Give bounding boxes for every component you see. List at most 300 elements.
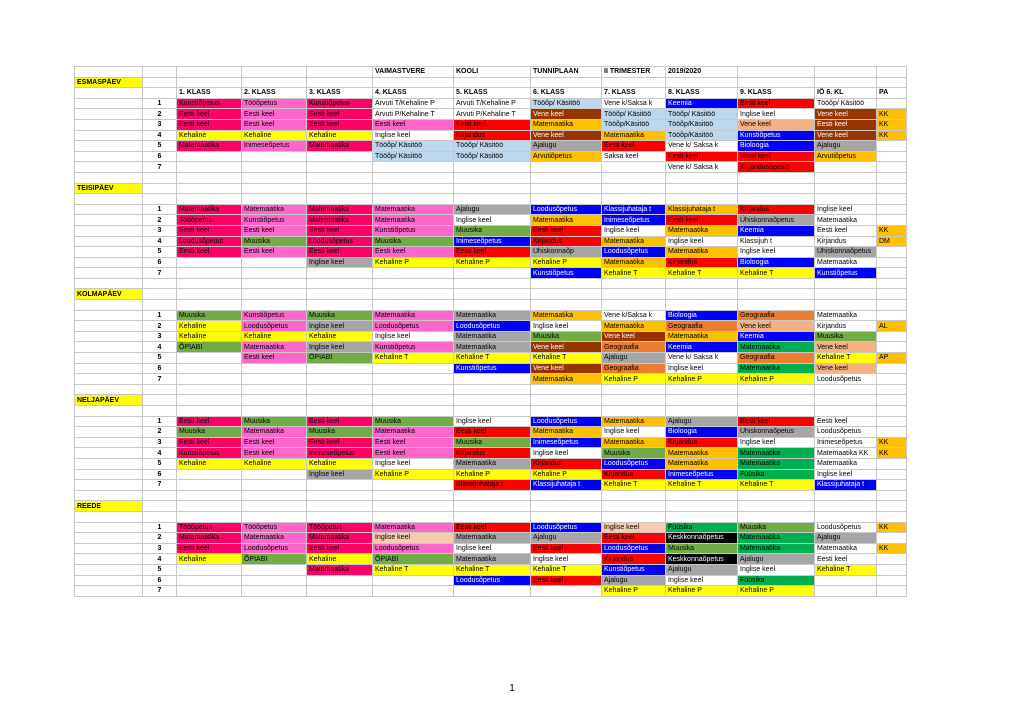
lesson-cell (877, 204, 907, 215)
lesson-cell (373, 575, 454, 586)
empty-cell (602, 289, 666, 300)
lesson-number: 5 (143, 247, 177, 258)
empty-cell (75, 458, 143, 469)
lesson-number: 6 (143, 257, 177, 268)
empty-cell (877, 490, 907, 501)
lesson-number: 1 (143, 522, 177, 533)
lesson-row (75, 448, 907, 459)
lesson-cell: Kehaline P (531, 257, 602, 268)
empty-cell (602, 172, 666, 183)
lesson-cell: AL (877, 321, 907, 332)
lesson-cell: Eesti keel (307, 416, 373, 427)
lesson-cell: Loodusõpetus (602, 247, 666, 258)
lesson-cell: Eesti keel (373, 437, 454, 448)
lesson-cell (242, 575, 307, 586)
empty-cell (143, 300, 177, 311)
lesson-cell: Muusika (242, 416, 307, 427)
lesson-cell: Eesti keel (177, 437, 242, 448)
lesson-cell: Eesti keel (242, 109, 307, 120)
lesson-cell: Loodusõpetus (531, 204, 602, 215)
lesson-row (75, 225, 907, 236)
lesson-cell: Kehaline P (666, 586, 738, 597)
lesson-cell: Kehaline T (666, 268, 738, 279)
spacer-row (75, 511, 907, 522)
lesson-cell: Inglise keel (454, 543, 531, 554)
lesson-cell (177, 353, 242, 364)
empty-cell (143, 172, 177, 183)
lesson-cell: Klassijuh t (738, 236, 815, 247)
lesson-cell: Matemaatika (242, 427, 307, 438)
lesson-cell (602, 162, 666, 173)
lesson-cell (877, 247, 907, 258)
lesson-cell: Keemia (738, 331, 815, 342)
lesson-row (75, 533, 907, 544)
empty-cell (666, 501, 738, 512)
empty-cell (177, 300, 242, 311)
lesson-number: 6 (143, 151, 177, 162)
lesson-cell: Tööõp/Käsitöö (602, 119, 666, 130)
lesson-row (75, 130, 907, 141)
empty-cell (75, 564, 143, 575)
empty-cell (373, 77, 454, 88)
lesson-cell (177, 151, 242, 162)
empty-cell (815, 406, 877, 417)
lesson-cell: Kunstiõpetus (602, 564, 666, 575)
empty-cell (602, 183, 666, 194)
class-header: 7. KLASS (602, 88, 666, 99)
empty-cell (602, 278, 666, 289)
lesson-cell: Matemaatika (738, 458, 815, 469)
empty-cell (531, 511, 602, 522)
empty-cell (531, 501, 602, 512)
lesson-row (75, 310, 907, 321)
empty-cell (666, 395, 738, 406)
lesson-row (75, 342, 907, 353)
empty-cell (75, 448, 143, 459)
empty-cell (454, 300, 531, 311)
empty-cell (666, 172, 738, 183)
lesson-cell: Muusika (602, 448, 666, 459)
empty-cell (307, 501, 373, 512)
lesson-cell: Geograafia (738, 353, 815, 364)
lesson-cell: Matemaatika (373, 215, 454, 226)
lesson-number: 1 (143, 310, 177, 321)
lesson-cell: Eesti keel (531, 225, 602, 236)
empty-cell (307, 278, 373, 289)
lesson-cell: ÕPIABI (373, 554, 454, 565)
empty-cell (738, 490, 815, 501)
lesson-cell: Füüsika (738, 469, 815, 480)
empty-cell (454, 278, 531, 289)
lesson-number: 4 (143, 236, 177, 247)
lesson-cell: Eesti keel (177, 543, 242, 554)
empty-cell (307, 194, 373, 205)
lesson-cell: Matemaatika (454, 310, 531, 321)
lesson-cell: Geograafia (602, 342, 666, 353)
lesson-number: 2 (143, 427, 177, 438)
empty-cell (738, 406, 815, 417)
lesson-row (75, 469, 907, 480)
lesson-row (75, 215, 907, 226)
empty-cell (307, 395, 373, 406)
lesson-cell: ÕPIABI (242, 554, 307, 565)
lesson-cell: Loodusõpetus (242, 321, 307, 332)
lesson-cell: Muusika (242, 236, 307, 247)
lesson-cell: Inglise keel (738, 109, 815, 120)
lesson-cell: Vene keel (815, 363, 877, 374)
empty-cell (177, 194, 242, 205)
lesson-cell: Kehaline (242, 458, 307, 469)
day-header-row (75, 289, 907, 300)
lesson-cell (877, 310, 907, 321)
empty-cell (815, 289, 877, 300)
lesson-cell: Matemaatika (454, 331, 531, 342)
day-header-row (75, 501, 907, 512)
lesson-cell: Keemia (738, 225, 815, 236)
empty-cell (666, 511, 738, 522)
lesson-cell: Matemaatika (602, 257, 666, 268)
lesson-cell (373, 363, 454, 374)
lesson-cell: Matemaatika (454, 554, 531, 565)
lesson-cell: Kehaline (307, 331, 373, 342)
lesson-cell: Klassijuhataja t (815, 480, 877, 491)
lesson-cell: Kirjandus (531, 458, 602, 469)
empty-cell (738, 278, 815, 289)
lesson-number: 4 (143, 130, 177, 141)
lesson-cell: Eesti keel (531, 575, 602, 586)
lesson-cell: Kehaline (307, 130, 373, 141)
lesson-cell: Tööõpetus (177, 215, 242, 226)
empty-cell (177, 501, 242, 512)
lesson-cell: Matemaatika (242, 204, 307, 215)
lesson-cell: Klassijuhataja t (454, 480, 531, 491)
lesson-cell: Kirjandus (454, 130, 531, 141)
lesson-cell: Muusika (373, 236, 454, 247)
empty-cell (738, 395, 815, 406)
lesson-cell (177, 363, 242, 374)
lesson-number: 7 (143, 586, 177, 597)
lesson-cell: Eesti keel (373, 247, 454, 258)
lesson-cell: Loodusõpetus (454, 321, 531, 332)
lesson-cell: Eesti keel (738, 98, 815, 109)
lesson-cell: Inglise keel (531, 448, 602, 459)
lesson-number: 3 (143, 543, 177, 554)
empty-cell (666, 384, 738, 395)
empty-cell (373, 183, 454, 194)
empty-cell (454, 511, 531, 522)
empty-cell (177, 406, 242, 417)
lesson-cell: Matemaatika (666, 331, 738, 342)
lesson-number: 2 (143, 109, 177, 120)
title-cell (75, 67, 143, 78)
empty-cell (373, 511, 454, 522)
lesson-cell: Eesti keel (242, 353, 307, 364)
lesson-cell: Inglise keel (307, 257, 373, 268)
lesson-cell (242, 564, 307, 575)
lesson-cell: Tööõpetus (177, 522, 242, 533)
class-header: PA (877, 88, 907, 99)
lesson-cell: Inglise keel (602, 427, 666, 438)
lesson-cell: Saksa keel (602, 151, 666, 162)
lesson-cell: Kehaline (177, 321, 242, 332)
lesson-cell: Muusika (177, 427, 242, 438)
lesson-cell: Loodusõpetus (602, 458, 666, 469)
lesson-cell (373, 374, 454, 385)
lesson-cell: Vene k/Saksa k (602, 310, 666, 321)
lesson-cell: Eesti keel (307, 247, 373, 258)
empty-cell (877, 511, 907, 522)
lesson-cell: Vene keel (531, 109, 602, 120)
lesson-cell: Ajalugu (531, 533, 602, 544)
lesson-cell: Kirjandus (602, 469, 666, 480)
empty-cell (815, 278, 877, 289)
lesson-cell: Matemaatika (738, 543, 815, 554)
empty-cell (75, 151, 143, 162)
lesson-cell (454, 162, 531, 173)
empty-cell (75, 575, 143, 586)
lesson-cell: Eesti keel (242, 448, 307, 459)
lesson-cell (877, 141, 907, 152)
lesson-cell (877, 268, 907, 279)
empty-cell (75, 353, 143, 364)
class-header: 9. KLASS (738, 88, 815, 99)
spacer-row (75, 406, 907, 417)
lesson-cell (877, 458, 907, 469)
lesson-cell: Matemaatika (307, 564, 373, 575)
lesson-cell: Kirjandusõpetus (738, 162, 815, 173)
empty-cell (815, 395, 877, 406)
empty-cell (75, 300, 143, 311)
lesson-cell: Ajalugu (666, 564, 738, 575)
lesson-cell: Inglise keel (666, 236, 738, 247)
day-label: REEDE (75, 501, 143, 512)
lesson-cell: Eesti keel (307, 543, 373, 554)
empty-cell (177, 77, 242, 88)
lesson-cell: KK (877, 119, 907, 130)
lesson-cell (307, 151, 373, 162)
empty-cell (177, 289, 242, 300)
lesson-cell (877, 564, 907, 575)
lesson-number: 3 (143, 225, 177, 236)
lesson-cell: Vene k/ Saksa k (666, 141, 738, 152)
empty-cell (738, 77, 815, 88)
empty-cell (738, 183, 815, 194)
lesson-cell: Eesti keel (815, 554, 877, 565)
lesson-row (75, 321, 907, 332)
empty-cell (75, 225, 143, 236)
empty-cell (815, 172, 877, 183)
lesson-cell: Ühiskonnaõp (531, 247, 602, 258)
lesson-cell: Inglise keel (307, 342, 373, 353)
lesson-cell: Inglise keel (373, 331, 454, 342)
lesson-number: 6 (143, 469, 177, 480)
lesson-cell: Matemaatika (602, 416, 666, 427)
empty-cell (75, 257, 143, 268)
spacer-row (75, 194, 907, 205)
lesson-cell (307, 363, 373, 374)
empty-cell (454, 194, 531, 205)
lesson-row (75, 427, 907, 438)
lesson-cell: Eesti keel (666, 151, 738, 162)
lesson-cell: Eesti keel (307, 119, 373, 130)
lesson-cell: Matemaatika (815, 215, 877, 226)
empty-cell (307, 406, 373, 417)
lesson-cell: Keemia (666, 98, 738, 109)
empty-cell (75, 363, 143, 374)
lesson-cell: Tööõp/Käsitöö (666, 119, 738, 130)
lesson-cell (877, 575, 907, 586)
lesson-cell: Kehaline T (531, 564, 602, 575)
empty-cell (143, 77, 177, 88)
title-cell: II TRIMESTER (602, 67, 666, 78)
lesson-cell: Vene k/ Saksa k (666, 353, 738, 364)
lesson-cell (531, 162, 602, 173)
lesson-cell: Tööõpetus (242, 522, 307, 533)
lesson-cell: Loodusõpetus (242, 543, 307, 554)
empty-cell (454, 77, 531, 88)
lesson-cell: Loodusõpetus (531, 416, 602, 427)
empty-cell (75, 310, 143, 321)
lesson-cell: Muusika (177, 310, 242, 321)
lesson-cell: KK (877, 543, 907, 554)
empty-cell (143, 183, 177, 194)
empty-cell (454, 490, 531, 501)
lesson-cell: Inglise keel (307, 321, 373, 332)
lesson-cell: Inimeseõpetus (242, 141, 307, 152)
lesson-cell: Eesti keel (454, 247, 531, 258)
empty-cell (242, 406, 307, 417)
empty-cell (307, 384, 373, 395)
title-cell (242, 67, 307, 78)
empty-cell (877, 406, 907, 417)
empty-cell (454, 172, 531, 183)
lesson-cell: Matemaatika (815, 543, 877, 554)
empty-cell (75, 416, 143, 427)
lesson-cell (242, 257, 307, 268)
lesson-cell (454, 586, 531, 597)
lesson-row (75, 363, 907, 374)
lesson-cell: Muusika (666, 543, 738, 554)
lesson-cell (877, 586, 907, 597)
lesson-cell: Arvuti P/Kehaline T (373, 109, 454, 120)
empty-cell (815, 300, 877, 311)
lesson-cell: Arvuti T/Kehaline P (454, 98, 531, 109)
lesson-cell: Keemia (666, 342, 738, 353)
lesson-row (75, 458, 907, 469)
lesson-cell: Tööõp/ Käsitöö (602, 109, 666, 120)
lesson-cell: Eesti keel (454, 427, 531, 438)
lesson-cell (531, 586, 602, 597)
empty-cell (75, 130, 143, 141)
lesson-cell (242, 363, 307, 374)
day-header-row (75, 395, 907, 406)
lesson-cell: Geograafia (738, 310, 815, 321)
lesson-cell: Inglise keel (602, 225, 666, 236)
lesson-number: 2 (143, 215, 177, 226)
lesson-cell: Vene keel (602, 331, 666, 342)
empty-cell (666, 289, 738, 300)
empty-cell (454, 384, 531, 395)
lesson-cell: Eesti keel (177, 225, 242, 236)
lesson-cell: ÕPIABI (177, 342, 242, 353)
lesson-cell: Inglise keel (738, 247, 815, 258)
lesson-cell: Ajalugu (531, 141, 602, 152)
empty-cell (373, 406, 454, 417)
empty-cell (177, 278, 242, 289)
day-label: KOLMAPÄEV (75, 289, 143, 300)
lesson-cell: Kirjandus (666, 257, 738, 268)
lesson-cell: Ajalugu (602, 353, 666, 364)
lesson-cell (242, 480, 307, 491)
lesson-cell: Muusika (815, 331, 877, 342)
empty-cell (143, 194, 177, 205)
empty-cell (373, 278, 454, 289)
empty-cell (877, 395, 907, 406)
lesson-cell (177, 257, 242, 268)
title-cell (738, 67, 815, 78)
lesson-cell: Muusika (307, 427, 373, 438)
lesson-cell: Eesti keel (307, 109, 373, 120)
lesson-cell: Füüsika (666, 522, 738, 533)
lesson-number: 5 (143, 141, 177, 152)
lesson-cell: Eesti keel (602, 533, 666, 544)
lesson-cell: Loodusõpetus (454, 575, 531, 586)
lesson-cell (177, 268, 242, 279)
lesson-cell: Kunstiõpetus (242, 215, 307, 226)
schedule-table (74, 66, 907, 597)
empty-cell (75, 437, 143, 448)
lesson-cell: Eesti keel (666, 215, 738, 226)
lesson-cell: Matemaatika (454, 458, 531, 469)
lesson-cell: Bioloogia (738, 141, 815, 152)
lesson-number: 7 (143, 268, 177, 279)
lesson-cell: Eesti keel (177, 109, 242, 120)
lesson-row (75, 374, 907, 385)
lesson-cell: Loodusõpetus (815, 427, 877, 438)
empty-cell (815, 501, 877, 512)
empty-cell (877, 278, 907, 289)
lesson-cell: Eesti keel (531, 543, 602, 554)
lesson-cell: Tööõp/ Käsitöö (531, 98, 602, 109)
empty-cell (531, 384, 602, 395)
lesson-cell (177, 374, 242, 385)
lesson-cell: Eesti keel (373, 119, 454, 130)
lesson-cell: KK (877, 225, 907, 236)
lesson-cell (177, 564, 242, 575)
lesson-cell: ÕPIABI (307, 353, 373, 364)
empty-cell (242, 278, 307, 289)
empty-cell (454, 501, 531, 512)
empty-cell (531, 406, 602, 417)
lesson-cell: Tööõpetus (307, 522, 373, 533)
empty-cell (877, 172, 907, 183)
lesson-cell (877, 416, 907, 427)
lesson-cell: Eesti keel (242, 119, 307, 130)
lesson-cell: Vene keel (738, 119, 815, 130)
lesson-cell: Muusika (531, 331, 602, 342)
lesson-cell (373, 162, 454, 173)
lesson-cell: Muusika (373, 416, 454, 427)
lesson-cell: Inglise keel (531, 554, 602, 565)
empty-cell (75, 586, 143, 597)
lesson-cell: Loodusõpetus (815, 374, 877, 385)
lesson-cell: Kehaline T (666, 480, 738, 491)
empty-cell (177, 395, 242, 406)
empty-cell (666, 490, 738, 501)
lesson-cell (307, 575, 373, 586)
lesson-row (75, 151, 907, 162)
empty-cell (75, 522, 143, 533)
